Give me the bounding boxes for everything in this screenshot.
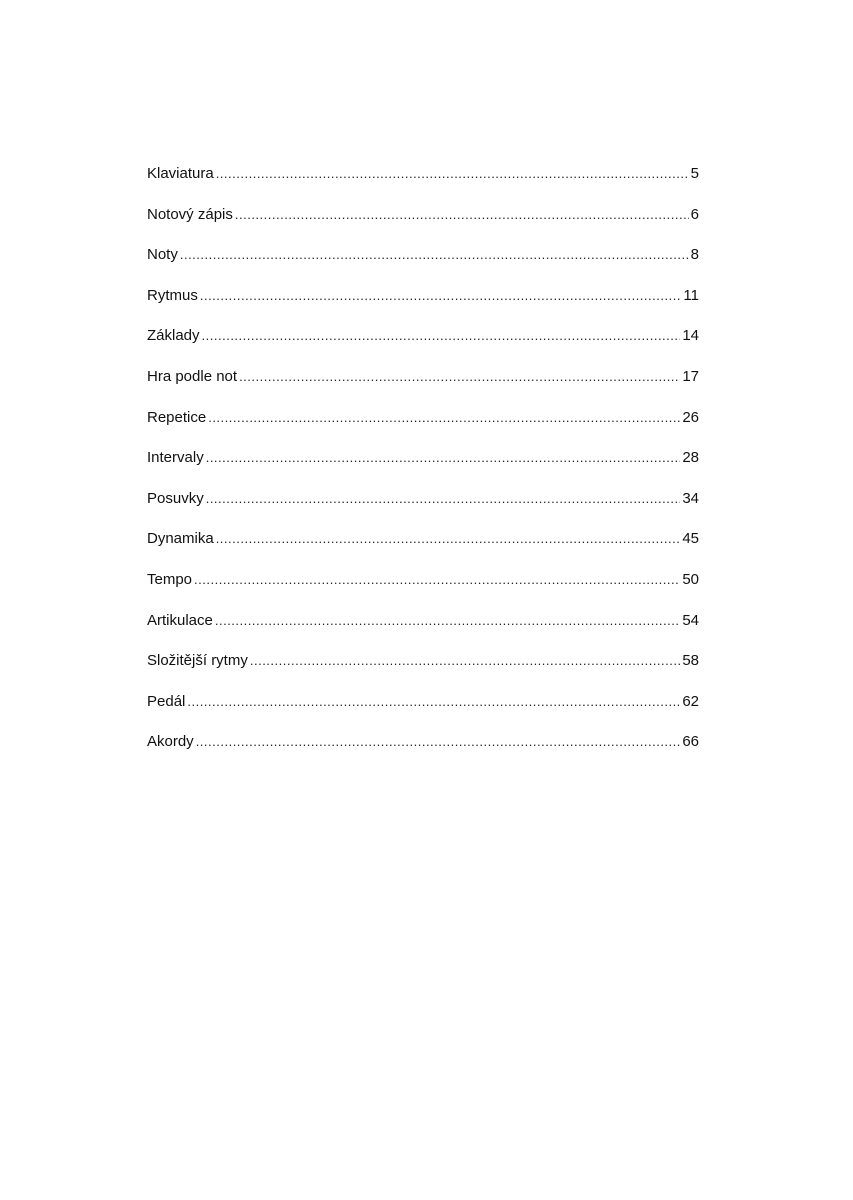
toc-page-number: 5	[690, 165, 699, 182]
table-of-contents	[147, 162, 699, 771]
toc-page-number: 62	[682, 692, 699, 710]
toc-dot-leader	[180, 243, 689, 267]
toc-entry-slozitejsi-rytmy[interactable]	[147, 649, 699, 690]
toc-entry-zaklady[interactable]	[147, 324, 699, 365]
toc-page-number: 58	[682, 652, 699, 670]
toc-dot-leader	[235, 203, 689, 227]
toc-dot-leader	[200, 284, 682, 308]
toc-entry-title: Repetice	[147, 408, 207, 426]
toc-entry-title: Posuvky	[147, 489, 204, 507]
toc-dot-leader	[194, 568, 680, 592]
toc-entry-title: Dynamika	[147, 530, 214, 548]
toc-page-number: 66	[682, 733, 699, 751]
toc-entry-dynamika[interactable]	[147, 527, 699, 568]
toc-page-number: 11	[683, 286, 699, 304]
toc-entry-tempo[interactable]	[147, 568, 699, 609]
toc-entry-title: Hra podle not	[147, 367, 238, 385]
toc-dot-leader	[196, 730, 681, 754]
toc-entry-title: Klaviatura	[147, 165, 214, 182]
toc-dot-leader	[187, 690, 680, 714]
toc-entry-hra-podle-not[interactable]	[147, 365, 699, 406]
toc-entry-title: Akordy	[147, 733, 194, 751]
toc-entry-posuvky[interactable]	[147, 487, 699, 528]
toc-page-number: 17	[682, 367, 699, 385]
toc-dot-leader	[215, 609, 680, 633]
toc-page-number: 6	[690, 205, 699, 223]
toc-entry-title: Intervaly	[147, 449, 204, 467]
toc-entry-repetice[interactable]	[147, 406, 699, 447]
toc-entry-akordy[interactable]	[147, 730, 699, 771]
toc-page-number: 28	[682, 449, 699, 467]
toc-entry-title: Rytmus	[147, 286, 198, 304]
toc-entry-rytmus[interactable]	[147, 284, 699, 325]
toc-page-number: 45	[682, 530, 699, 548]
toc-entry-title: Tempo	[147, 570, 193, 588]
toc-entry-noty[interactable]	[147, 243, 699, 284]
toc-page-number: 8	[690, 246, 699, 264]
toc-dot-leader	[206, 446, 681, 470]
toc-dot-leader	[216, 162, 689, 186]
toc-page-number: 54	[682, 611, 699, 629]
toc-page-number: 34	[682, 489, 699, 507]
toc-dot-leader	[216, 527, 681, 551]
toc-entry-title: Základy	[147, 327, 200, 345]
toc-dot-leader	[206, 487, 681, 511]
toc-dot-leader	[250, 649, 680, 673]
toc-entry-notovy-zapis[interactable]	[147, 203, 699, 244]
toc-page-number: 50	[682, 570, 699, 588]
toc-page-number: 14	[682, 327, 699, 345]
toc-entry-title: Pedál	[147, 692, 186, 710]
toc-entry-klaviatura[interactable]	[147, 162, 699, 203]
toc-entry-title: Noty	[147, 246, 178, 264]
toc-entry-pedal[interactable]	[147, 690, 699, 731]
toc-entry-title: Složitější rytmy	[147, 652, 248, 670]
toc-entry-title: Notový zápis	[147, 205, 233, 223]
toc-dot-leader	[239, 365, 680, 389]
toc-dot-leader	[208, 406, 680, 430]
toc-page-number: 26	[682, 408, 699, 426]
toc-entry-intervaly[interactable]	[147, 446, 699, 487]
toc-entry-artikulace[interactable]	[147, 609, 699, 650]
toc-dot-leader	[202, 324, 681, 348]
toc-entry-title: Artikulace	[147, 611, 213, 629]
